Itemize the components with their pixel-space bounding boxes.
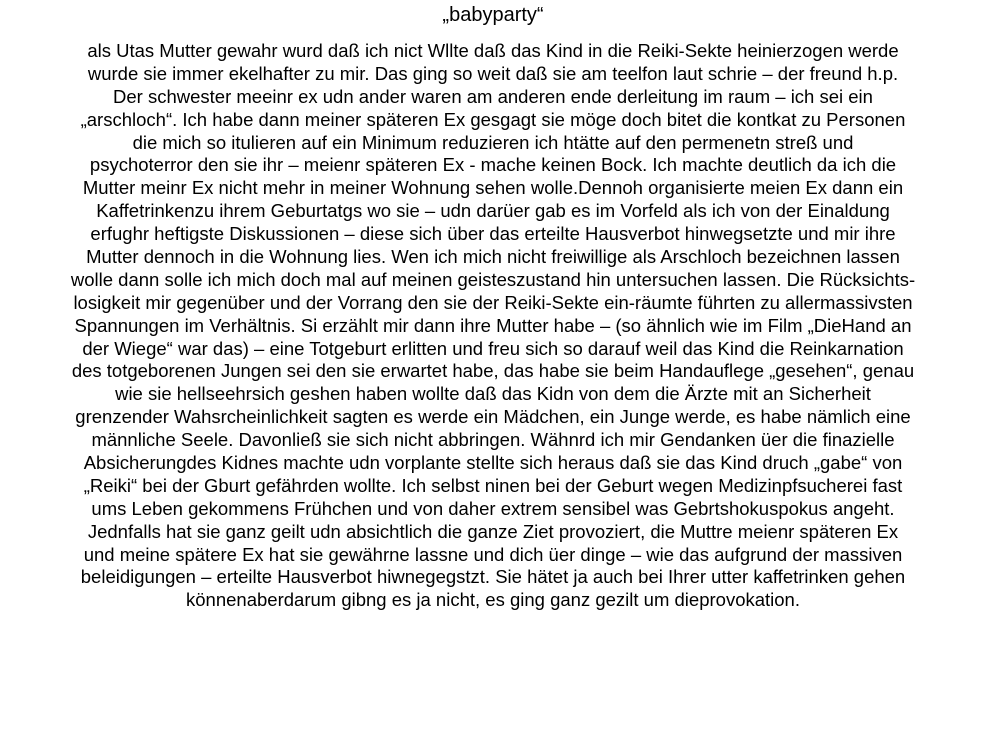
text-line: Spannungen im Verhältnis. Si erzählt mir dann ihre Mutter habe – (so ähnlich wie im Film „DieHand an <box>74 314 912 336</box>
text-line: Absicherungdes Kidnes machte udn vorplante stellte sich heraus daß sie das Kind druch „gabe“ von <box>83 452 903 474</box>
text-line: „arschloch“. Ich habe dann meiner späteren Ex gesgagt sie möge doch bitet die kontkat zu Personen <box>80 108 906 130</box>
text-line: des totgeborenen Jungen sei den sie erwartet habe, das habe sie beim Handauflege „gesehen“, genau <box>71 360 915 382</box>
text-line: könnenaberdarum gibng es ja nicht, es ging ganz gezilt um dieprovokation. <box>186 589 800 611</box>
text-line: losigkeit mir gegenüber und der Vorrang den sie der Reiki-Sekte ein-räumte führten zu allermassivsten <box>73 291 913 313</box>
text-line: erfughr heftigste Diskussionen – diese sich über das erteilte Hausverbot hinwegsetzte und mir ihre <box>90 223 896 245</box>
text-line: wurde sie immer ekelhafter zu mir. Das ging so weit daß sie am teelfon laut schrie – der freund h.p. <box>87 62 899 84</box>
text-line: Jednfalls hat sie ganz geilt udn absichtlich die ganze Ziet provoziert, die Muttre meienr späteren Ex <box>87 520 899 542</box>
text-line: ums Leben gekommens Frühchen und von daher extrem sensibel was Gebrtshokuspokus angeht. <box>91 497 895 519</box>
text-line: als Utas Mutter gewahr wurd daß ich nict Wllte daß das Kind in die Reiki-Sekte heinierzogen werde <box>87 40 899 61</box>
text-line: „Reiki“ bei der Gburt gefährden wollte. Ich selbst ninen bei der Geburt wegen Medizinpfsucherei fast <box>83 474 903 496</box>
text-line: männliche Seele. Davonließ sie sich nicht abbringen. Wähnrd ich mir Gendanken üer die finazielle <box>91 429 895 451</box>
text-line: Mutter dennoch in die Wohnung lies. Wen ich mich nicht freiwillige als Arschloch bezeichnen lassen <box>86 246 900 268</box>
text-line: der Wiege“ war das) – eine Totgeburt erlitten und freu sich so darauf weil das Kind die Reinkarnation <box>82 337 904 359</box>
document-title: „babyparty“ <box>442 4 544 26</box>
text-line: Der schwester meeinr ex udn ander waren am anderen ende derleitung im raum – ich sei ein <box>113 85 873 107</box>
text-line: die mich so itulieren auf ein Minimum reduzieren ich htätte auf den permenetn streß und <box>132 131 854 153</box>
text-line: beleidigungen – erteilte Hausverbot hiwnegegstzt. Sie hätet ja auch bei Ihrer utter kaffetrinken gehen <box>80 566 906 588</box>
text-line: Mutter meinr Ex nicht mehr in meiner Wohnung sehen wolle.Dennoh organisierte meien Ex dann ein <box>82 177 904 199</box>
text-line: wie sie hellseehrsich geshen haben wollte daß das Kidn von dem die Ärzte mit an Sicherheit <box>115 383 871 405</box>
document-body <box>0 40 986 612</box>
text-line: und meine spätere Ex hat sie gewährne lassne und dich üer dinge – wie das aufgrund der massiven <box>83 543 903 565</box>
text-line: psychoterror den sie ihr – meienr späteren Ex - mache keinen Bock. Ich machte deutlich da ich die <box>89 154 897 176</box>
text-line: grenzender Wahsrcheinlichkeit sagten es werde ein Mädchen, ein Junge werde, es habe nämlich eine <box>75 406 911 428</box>
text-line: wolle dann solle ich mich doch mal auf meinen geisteszustand hin untersuchen lassen. Die Rücksichts- <box>70 268 916 290</box>
text-line: Kaffetrinkenzu ihrem Geburtatgs wo sie – udn darüer gab es im Vorfeld als ich von der Einaldung <box>96 200 890 222</box>
